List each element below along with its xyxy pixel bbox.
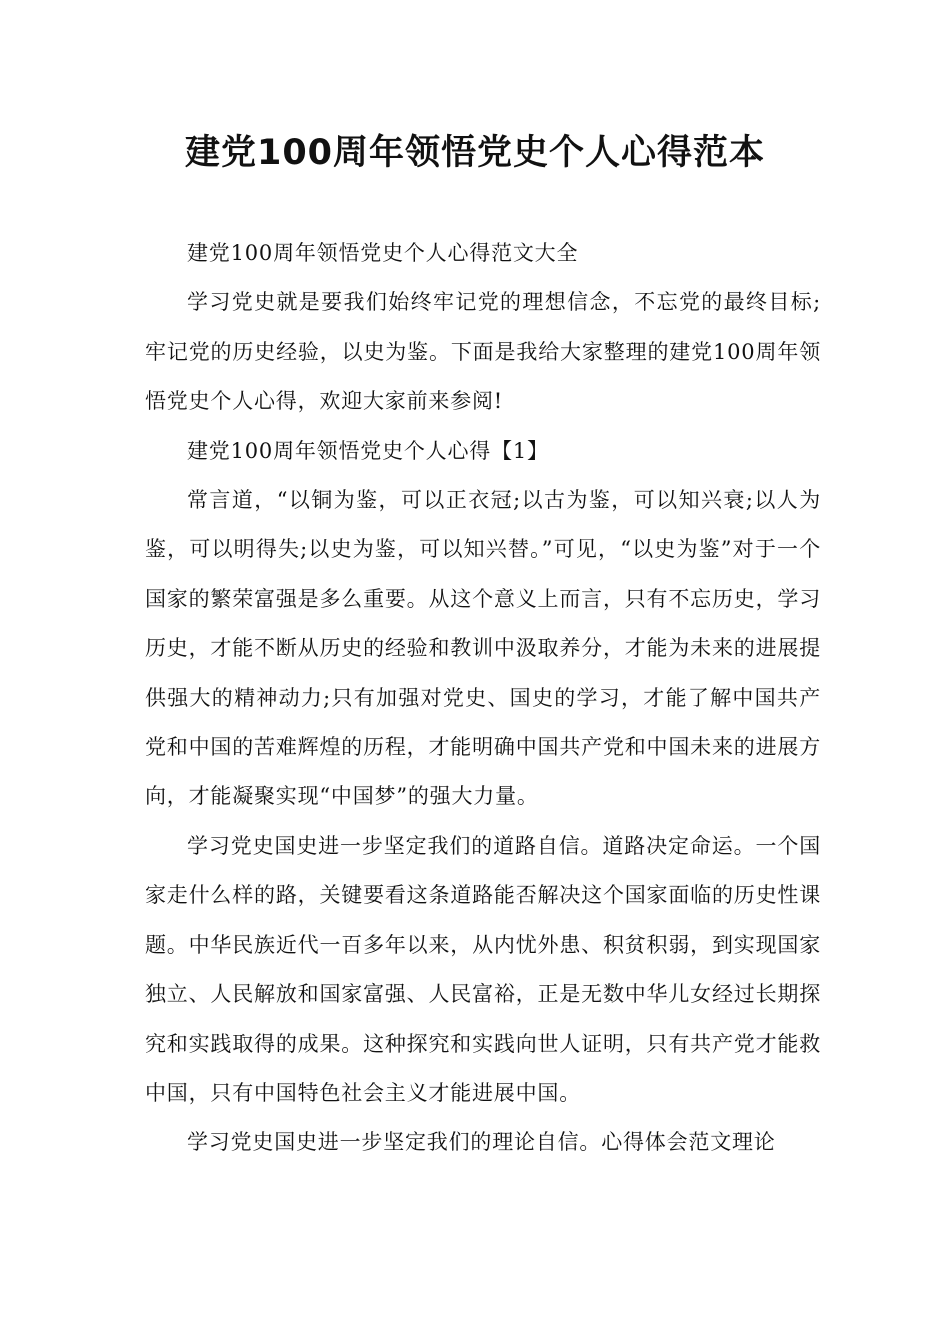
paragraph-body-1: 常言道，“以铜为鉴，可以正衣冠;以古为鉴，可以知兴衰;以人为鉴，可以明得失;以史为鉴，可以知兴替。”可见，“以史为鉴”对于一个国家的繁荣富强是多么重要。从这个意义上而言，只有不忘历史，学习历史，才能不断从历史的经验和教训中汲取养分，才能为未来的进展提供强大的精神动力;只有加强对党史、国史的学习，才能了解中国共产党和中国的苦难辉煌的历程，才能明确中国共产党和中国未来的进展方向，才能凝聚实现“中国梦”的强大力量。 [145,488,821,809]
paragraph-body-2: 学习党史国史进一步坚定我们的道路自信。道路决定命运。一个国家走什么样的路，关键要看这条道路能否解决这个国家面临的历史性课题。中华民族近代一百多年以来，从内忧外患、积贫积弱，到实现国家独立、人民解放和国家富强、人民富裕，正是无数中华儿女经过长期探究和实践取得的成果。这种探究和实践向世人证明，只有共产党才能救中国，只有中国特色社会主义才能进展中国。 [145,833,821,1105]
document-title: 建党100周年领悟党史个人心得范本 [184,133,766,173]
paragraph-body-3: 学习党史国史进一步坚定我们的理论自信。心得体会范文理论 [187,1130,776,1155]
paragraph-section-heading: 建党100周年领悟党史个人心得【1】 [187,438,549,463]
paragraph-intro: 学习党史就是要我们始终牢记党的理想信念，不忘党的最终目标;牢记党的历史经验，以史为鉴。下面是我给大家整理的建党100周年领悟党史个人心得，欢迎大家前来参阅! [145,290,821,414]
paragraph-subtitle: 建党100周年领悟党史个人心得范文大全 [187,241,579,265]
document-body [145,229,821,1168]
